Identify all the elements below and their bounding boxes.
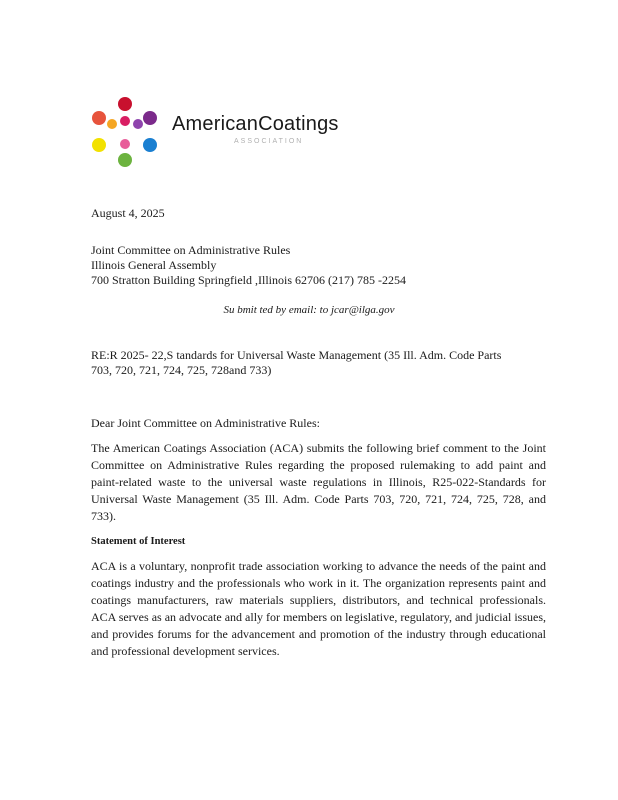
logo-name-american: American: [172, 113, 259, 135]
salutation: Dear Joint Committee on Administrative Rules:: [91, 416, 320, 430]
submitted-by-note: Su bmit ted by email: to jcar@ilga.gov: [223, 304, 395, 316]
letter-date: August 4, 2025: [91, 206, 165, 220]
logo-dots-icon: [88, 94, 168, 174]
logo-dot: [143, 111, 157, 125]
aca-logo: [88, 94, 368, 174]
logo-dot: [92, 138, 106, 152]
recipient-line-1: Joint Committee on Administrative Rules: [91, 243, 291, 257]
section-heading: Statement of Interest: [91, 536, 186, 547]
logo-dot: [118, 153, 132, 167]
interest-paragraph: ACA is a voluntary, nonprofit trade association working to advance the needs of the paint and coatings industry and the professionals who work in it. The organization represents paint and coatings manufacturers, raw materials suppliers, distributors, and technical professionals. ACA serves as an advocate and ally for members on legislative, regulatory, and judicial issues, and provides forums for the advancement and promotion of the industry through educational and professional development services.: [91, 559, 546, 658]
intro-paragraph: The American Coatings Association (ACA) submits the following brief comment to the Joint Committee on Administrative Rules regarding the proposed rulemaking to add paint and paint-related waste to the universal waste regulations in Illinois, R25-022-Standards for Universal Waste Management (35 Ill. Adm. Code Parts 703, 720, 721, 724, 725, 728, and 733).: [91, 441, 546, 523]
logo-dot: [120, 116, 130, 126]
logo-dot: [107, 119, 117, 129]
logo-dot: [133, 119, 143, 129]
recipient-line-2: Illinois General Assembly: [91, 258, 217, 272]
re-line-2: 703, 720, 721, 724, 725, 728and 733): [91, 363, 272, 377]
logo-dot: [120, 139, 130, 149]
logo-wordmark: [172, 113, 339, 136]
logo-dot: [143, 138, 157, 152]
recipient-line-3: 700 Stratton Building Springfield ,Illinois 62706 (217) 785 -2254: [91, 273, 406, 287]
re-line-1: RE:R 2025- 22,S tandards for Universal Waste Management (35 Ill. Adm. Code Parts: [91, 348, 502, 362]
logo-tagline: ASSOCIATION: [234, 138, 304, 145]
logo-dot: [92, 111, 106, 125]
logo-dot: [118, 97, 132, 111]
logo-name-coatings: Coatings: [258, 113, 339, 135]
